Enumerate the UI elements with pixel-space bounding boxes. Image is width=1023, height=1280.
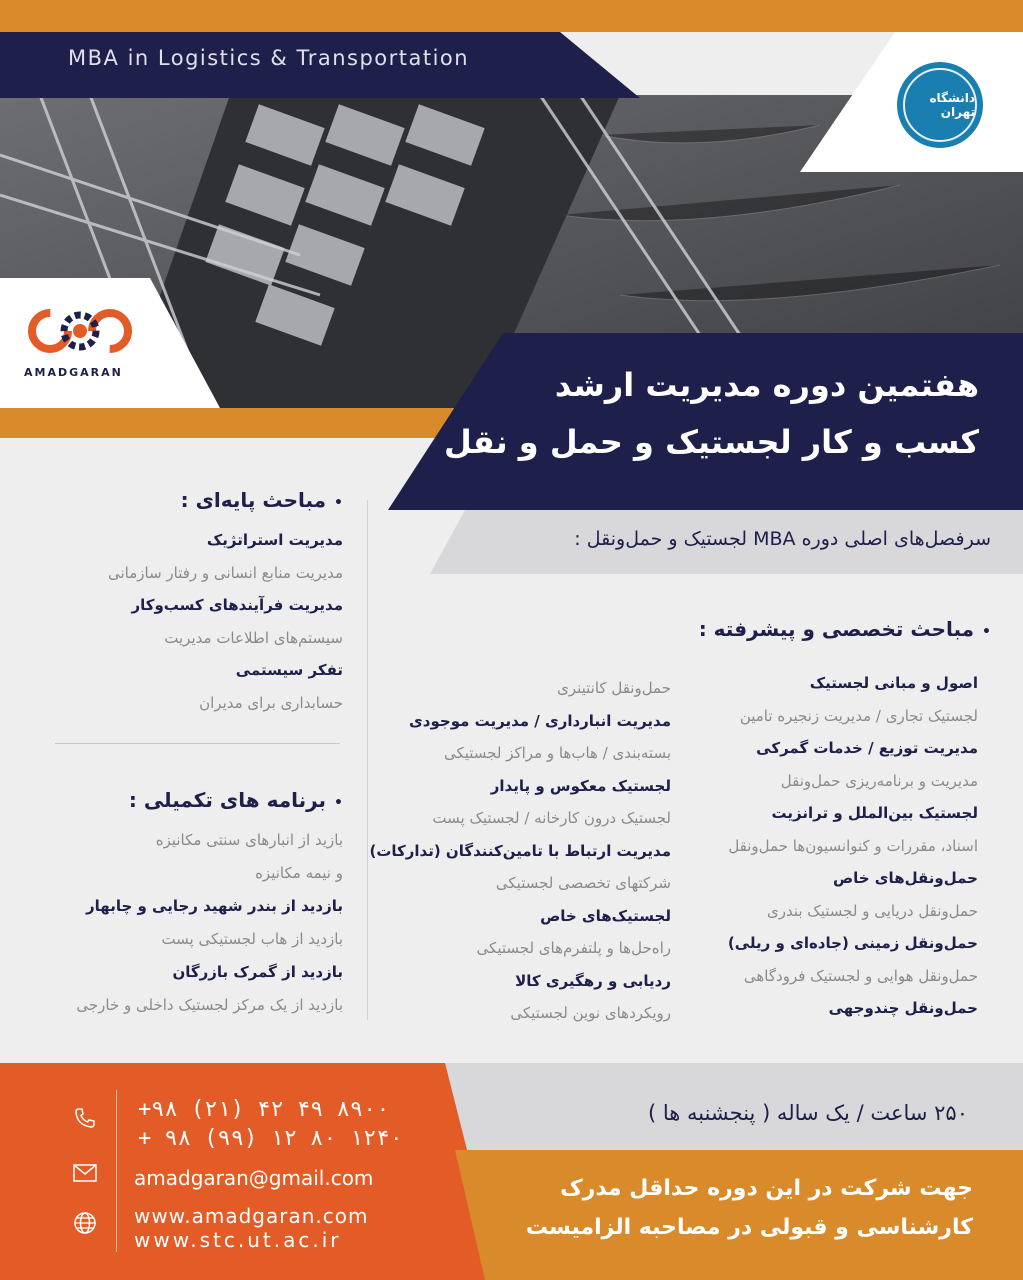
left-divider — [55, 743, 340, 744]
advanced-item: لجستیک بین‌الملل و ترانزیت — [771, 804, 978, 822]
advanced-item: حمل‌ونقل‌های خاص — [832, 869, 978, 887]
supplementary-item: بازدید از هاب لجستیکی پست — [161, 930, 343, 948]
hero-title-line1: هفتمین دوره مدیریت ارشد — [554, 366, 979, 404]
advanced-item: حمل‌ونقل دریایی و لجستیک بندری — [766, 901, 978, 920]
hero-title-line2: کسب و کار لجستیک و حمل و نقل — [444, 423, 979, 461]
basic-item: مدیریت منابع انسانی و رفتار سازمانی — [107, 563, 343, 582]
advanced-item: اسناد، مقررات و کنوانسیون‌ها حمل‌ونقل — [728, 836, 978, 855]
supplementary-list — [13, 824, 343, 1022]
website-1-link[interactable]: www.amadgaran.com — [134, 1204, 369, 1228]
supplementary-item: بازدید از بندر شهید رجایی و چابهار — [86, 897, 343, 915]
advanced-item: لجستیک معکوس و پایدار — [490, 776, 671, 795]
advanced-item: ردیابی و رهگیری کالا — [515, 971, 671, 990]
advanced-item: مدیریت انبارداری / مدیریت موجودی — [409, 711, 671, 730]
advanced-item: راه‌حل‌ها و پلتفرم‌های لجستیکی — [476, 939, 671, 957]
advanced-item: رویکردهای نوین لجستیکی — [510, 1004, 671, 1022]
contact-divider — [116, 1090, 117, 1252]
bullet-icon: • — [982, 624, 991, 640]
supplementary-heading — [13, 788, 343, 812]
company-logo — [24, 303, 144, 363]
university-logo-text: دانشگاه تهران — [929, 91, 975, 119]
advanced-item: مدیریت توزیع / خدمات گمرکی — [756, 739, 978, 757]
supplementary-item: بازدید از یک مرکز لجستیک داخلی و خارجی — [76, 996, 343, 1014]
requirement-line1: جهت شرکت در این دوره حداقل مدرک — [560, 1176, 973, 1201]
advanced-left-list — [351, 672, 671, 1030]
basic-item: تفکر سیستمی — [235, 661, 343, 679]
basic-heading-text: مباحث پایه‌ای : — [180, 488, 327, 512]
advanced-item: حمل‌ونقل هوایی و لجستیک فرودگاهی — [743, 966, 978, 985]
phone-1[interactable]: +۹۸ (۲۱) ۴۲ ۴۹ ۸۹۰۰ — [138, 1097, 390, 1122]
phone-2[interactable]: + ۹۸ (۹۹) ۱۲ ۸۰ ۱۲۴۰ — [138, 1126, 403, 1151]
basic-list — [43, 524, 343, 719]
phone-icon — [73, 1106, 97, 1130]
company-name: AMADGARAN — [24, 366, 123, 379]
advanced-item: بسته‌بندی / هاب‌ها و مراکز لجستیکی — [443, 744, 671, 762]
advanced-item: لجستیک تجاری / مدیریت زنجیره تامین — [739, 706, 978, 725]
advanced-item: مدیریت ارتباط با تامین‌کنندگان (تدارکات) — [369, 841, 671, 860]
website-2-link[interactable]: www.stc.ut.ac.ir — [134, 1228, 342, 1252]
advanced-right-list — [658, 667, 978, 1025]
supplementary-item: و نیمه مکانیزه — [255, 864, 343, 882]
advanced-item: حمل‌ونقل چندوجهی — [828, 999, 978, 1017]
requirement-line2: کارشناسی و قبولی در مصاحبه الزامیست — [525, 1215, 973, 1240]
advanced-item: حمل‌ونقل کانتینری — [557, 679, 671, 697]
syllabus-title: سرفصل‌های اصلی دوره MBA لجستیک و حمل‌ونقل : — [574, 528, 991, 550]
advanced-item: اصول و مبانی لجستیک — [809, 674, 978, 692]
advanced-item: لجستیک‌های خاص — [540, 906, 671, 925]
course-duration: ۲۵۰ ساعت / یک ساله ( پنجشنبه ها ) — [647, 1101, 968, 1125]
basic-item: مدیریت استراتژیک — [206, 531, 343, 549]
basic-heading — [43, 488, 343, 512]
advanced-item: شرکتهای تخصصی لجستیکی — [495, 874, 671, 892]
supplementary-item: بازدید از گمرک بازرگان — [172, 963, 343, 981]
program-title: MBA in Logistics & Transportation — [68, 46, 470, 70]
supplementary-item: بازید از انبارهای سنتی مکانیزه — [155, 831, 343, 849]
basic-section — [43, 488, 343, 719]
advanced-item: مدیریت و برنامه‌ریزی حمل‌ونقل — [780, 771, 978, 790]
hero-title-panel — [388, 333, 1023, 510]
supplementary-heading-text: برنامه های تکمیلی : — [128, 788, 327, 812]
bullet-icon: • — [334, 795, 343, 811]
bullet-icon: • — [334, 495, 343, 511]
email-link[interactable]: amadgaran@gmail.com — [134, 1166, 374, 1190]
university-logo-inner — [903, 68, 977, 142]
supplementary-section — [13, 788, 343, 1022]
email-icon — [73, 1163, 97, 1183]
basic-item: حسابداری برای مدیران — [199, 693, 343, 712]
basic-item: سیستم‌های اطلاعات مدیریت — [164, 628, 343, 647]
advanced-item: لجستیک درون کارخانه / لجستیک پست — [432, 809, 671, 827]
advanced-heading-text: مباحث تخصصی و پیشرفته : — [698, 617, 975, 641]
company-logo-mark — [24, 303, 136, 363]
advanced-item: حمل‌ونقل زمینی (جاده‌ای و ریلی) — [727, 934, 978, 952]
advanced-heading — [699, 617, 991, 641]
basic-item: مدیریت فرآیندهای کسب‌وکار — [131, 596, 343, 614]
globe-icon — [73, 1211, 97, 1235]
university-logo — [897, 62, 983, 148]
top-orange-strip — [0, 0, 1023, 32]
